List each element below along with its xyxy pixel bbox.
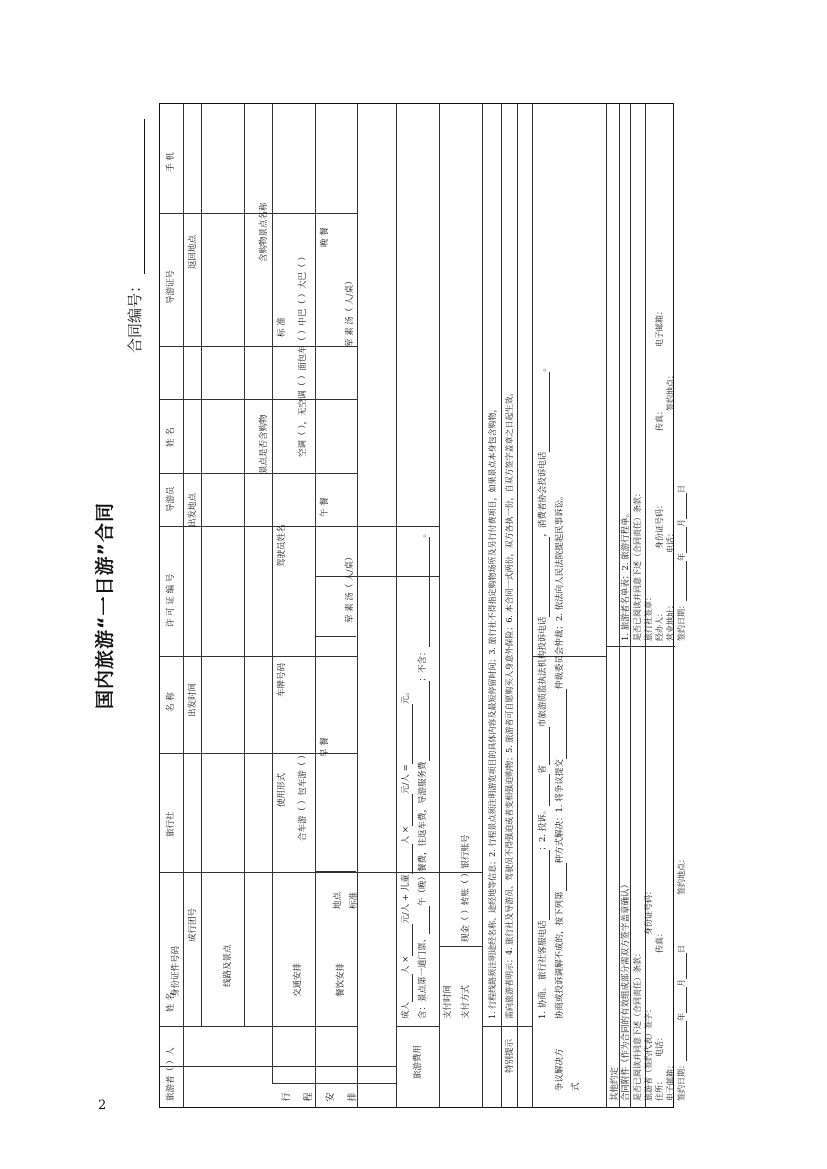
dispute-line-2: 协商或投诉调解不成的，按下列第种方式解决：1. 将争议提交仲裁委员会仲裁；2. 依法向人民法院提起民事诉讼。 (555, 491, 565, 1019)
fees-line-2: 含：景点第一道门票、午（晚）餐费，往返车费，导游服务费；不含：。 (418, 528, 428, 1019)
usage-label: 使用形式 (277, 772, 287, 807)
standard-label: 标 准 (277, 317, 287, 337)
contract-table (159, 103, 686, 1108)
group-number-label: 成行团号 (188, 907, 198, 942)
page-number: 2 (98, 1098, 107, 1113)
page-title: 国内旅游“一日游”合同 (94, 502, 116, 709)
meal-standard-label: 标准 (349, 891, 359, 909)
pay-time-label: 支付时间 (443, 984, 453, 1019)
annex-right: 1. 旅游者名单表；2. 旅游行程单。 (621, 508, 631, 641)
shopping-question: 景点是否含购物 (259, 414, 269, 474)
contract-number-label: 合同编号： (126, 278, 144, 354)
other-terms-label: 其他约定 (610, 1066, 620, 1101)
sign-left-block: 是否已阅读并同意下述（合同责任）条款： 旅游者（签约代表）签字：身份证号码： 住所：电话：传真： 电子邮箱： 签约日期：年月日签约地点： (633, 855, 686, 1101)
header-guide: 导游员 (166, 486, 176, 512)
fees-label: 旅游费用 (413, 1044, 423, 1079)
meals-label: 餐饮安排 (336, 962, 346, 997)
dispute-label: 争议解决方式 (555, 1048, 581, 1091)
special-notes-line-2: 需向旅游者明示；4. 旅行社及导游员、驾驶员不得强迫或者变相强迫购物；5. 旅游者可自愿购买人身意外保险；6. 本合同一式两份，双方各执一份，自双方签字盖章之日起生效。 (505, 388, 514, 1019)
traveler-count-label: 旅游者（ ）人 (166, 1047, 176, 1101)
lunch-label: 午 餐 (320, 497, 330, 517)
lunch-standard[interactable]: 荤 素 汤（ 人/桌） (345, 552, 355, 623)
contract-number (124, 119, 145, 353)
breakfast-label: 早 餐 (320, 737, 330, 757)
itinerary-section-label: 行程安排 (282, 1092, 358, 1102)
driver-label: 驾驶员姓名 (277, 524, 287, 567)
depart-time-label: 出发时间 (188, 682, 198, 717)
header-agency-name: 名 称 (166, 692, 176, 712)
header-guide-cert: 导游证号 (166, 269, 176, 304)
return-place-label: 返回地点 (188, 234, 198, 269)
header-guide-name: 姓 名 (166, 427, 176, 447)
vehicle-standard-options[interactable]: 空调（ ），无空调（ ）面包车（ ）中巴（ ）大巴（ ） (298, 252, 308, 457)
fees-line-1: 成人人 ×元/人 + 儿童人 ×元/人 =元。 (401, 687, 411, 1019)
contract-number-line[interactable] (130, 119, 145, 274)
header-phone: 手 机 (166, 152, 176, 172)
sign-right-block: 是否已阅读并同意下述（合同责任）条款： 旅行社签章： 经办人：身份证号码：传真：电子邮箱： 营业地址：电话：签约地点： 签约日期：年月日 (633, 307, 686, 641)
route-label: 线路及景点 (223, 944, 233, 987)
plate-label: 车牌号码 (277, 662, 287, 697)
shopping-name-label: 含购物景点名称 (259, 202, 269, 262)
usage-options[interactable]: 合车游（ ）包车游（ ） (298, 750, 308, 841)
dinner-standard[interactable]: 荤 素 汤（ 人/桌） (345, 276, 355, 347)
annex-left: 合同附件（作为合同的有效组成部分需双方签字盖章确认） (621, 879, 631, 1101)
special-notes-line-1: 1. 行程线路须注明途经名称、途经地等信息；2. 行程景点须注明游览项目的具体内容及最短停留时间；3. 旅行社不得指定购物场所及另行付费项目，如果景点本身包含购物， (488, 404, 497, 1019)
pay-options[interactable]: 现金（ ）转账（ ）银行账号 (461, 834, 471, 942)
rotated-contract (80, 103, 686, 1108)
header-id-number: 身份证件号码 (171, 945, 181, 997)
header-license: 许 可 证 编 号 (166, 573, 176, 627)
special-notes-label: 特别提示 (505, 1038, 515, 1073)
dinner-label: 晚 餐 (320, 227, 330, 247)
header-name: 姓 名 (166, 992, 176, 1012)
depart-place-label: 出发地点 (188, 492, 198, 527)
dispute-line-1: 1. 协商。 旅行社客服电话；2. 投诉。省市旅游质监执法机构投诉电话，消费者协会投诉电话。 (538, 363, 548, 1019)
transport-label: 交通安排 (293, 962, 303, 997)
meal-location-label: 地点 (333, 891, 343, 909)
pay-method-label: 支付方式 (461, 984, 471, 1019)
header-agency: 旅行社 (166, 811, 176, 837)
